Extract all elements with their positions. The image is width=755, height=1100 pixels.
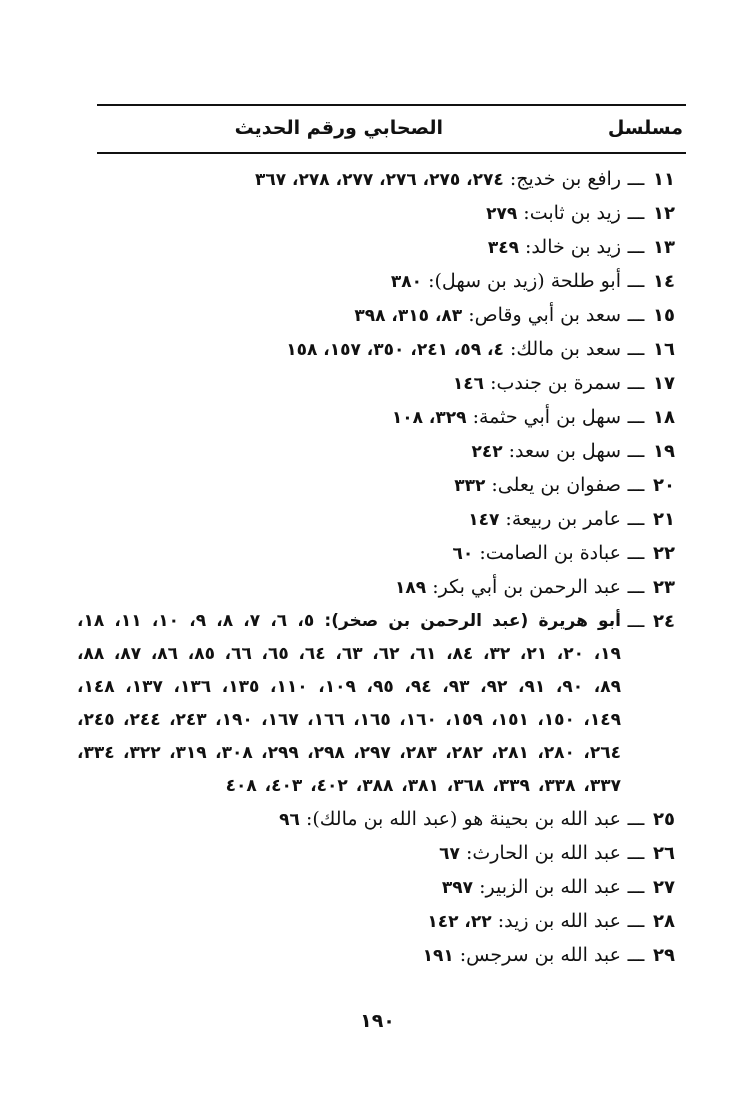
entry-dash: ـــ	[627, 542, 645, 564]
entry-body	[77, 299, 621, 333]
hadith-numbers: ٩٦	[279, 810, 300, 830]
companion-name: عامر بن ربيعة:	[505, 508, 621, 530]
entry-number: ٢٢	[653, 543, 675, 564]
entry-body	[77, 939, 621, 973]
entry-dash: ـــ	[627, 876, 645, 898]
entry-number: ٢٨	[653, 911, 675, 932]
header-top-rule	[97, 104, 686, 106]
companion-name: أبو طلحة (زيد بن سهل):	[428, 270, 621, 292]
entry-number: ١٩	[653, 441, 675, 462]
companion-name: سعد بن أبي وقاص:	[468, 304, 621, 326]
entry-dash: ـــ	[627, 808, 645, 830]
entry-number: ١٧	[653, 373, 675, 394]
list-item	[77, 367, 677, 401]
header-bottom-rule	[97, 152, 686, 154]
companion-name: سهل بن سعد:	[508, 440, 621, 462]
hadith-numbers: ١٨٩	[395, 578, 427, 598]
entry-number: ١٢	[653, 203, 675, 224]
hadith-numbers: ٤، ٥٩، ٢٤١، ٣٥٠، ١٥٧، ١٥٨	[286, 340, 504, 360]
entry-number: ٢١	[653, 509, 675, 530]
list-item	[77, 939, 677, 973]
hadith-numbers: ٥، ٦، ٧، ٨، ٩، ١٠، ١١، ١٨، ١٩، ٢٠، ٢١، ٣٢، ٨٤، ٦١، ٦٢، ٦٣، ٦٤، ٦٥، ٦٦، ٨٥، ٨٦، ٨٧، ٨٨، ٨٩، ٩٠، ٩١، ٩٢، ٩٣، ٩٤، ٩٥، ١٠٩، ١١٠، ١٣٥، ١٣٦، ١٣٧، ١٤٨، ١٤٩، ١٥٠، ١٥١، ١٥٩، ١٦٠، ١٦٥، ١٦٦، ١٦٧، ١٩٠، ٢٤٣، ٢٤٤، ٢٤٥، ٢٦٤، ٢٨٠، ٢٨١، ٢٨٢، ٢٨٣، ٢٩٧، ٢٩٨، ٢٩٩، ٣٠٨، ٣١٩، ٣٢٢، ٣٣٤، ٣٣٧، ٣٣٨، ٣٣٩، ٣٦٨، ٣٨١، ٣٨٨، ٤٠٢، ٤٠٣، ٤٠٨	[77, 611, 621, 796]
list-item	[77, 803, 677, 837]
entry-dash: ـــ	[627, 474, 645, 496]
list-item	[77, 265, 677, 299]
hadith-numbers: ٣٨٠	[390, 272, 423, 292]
entry-body	[77, 435, 621, 469]
entry-number: ١٦	[653, 339, 675, 360]
list-item	[77, 231, 677, 265]
entry-number: ٢٥	[653, 809, 675, 830]
entry-body	[77, 537, 621, 571]
page-number: ١٩٠	[360, 1010, 395, 1032]
list-item	[77, 469, 677, 503]
entry-body	[77, 401, 621, 435]
entry-dash: ـــ	[627, 270, 645, 292]
entry-number: ٢٩	[653, 945, 675, 966]
entry-body	[77, 197, 621, 231]
entry-body	[77, 231, 621, 265]
companion-name: سعد بن مالك:	[509, 338, 621, 360]
entry-dash: ـــ	[627, 842, 645, 864]
companion-name: صفوان بن يعلى:	[491, 474, 621, 496]
hadith-numbers: ٣٤٩	[487, 238, 519, 258]
entry-body	[77, 571, 621, 605]
entry-number: ٢٦	[653, 843, 675, 864]
companions-index-list	[77, 163, 677, 973]
hadith-numbers: ١٩١	[422, 946, 454, 966]
companion-name: زيد بن خالد:	[525, 236, 621, 258]
hadith-numbers: ٢٤٢	[471, 442, 503, 462]
entry-dash: ـــ	[627, 406, 645, 428]
entry-number: ١٤	[653, 271, 675, 292]
entry-body	[77, 163, 621, 197]
entry-dash: ـــ	[627, 508, 645, 530]
entry-dash: ـــ	[627, 372, 645, 394]
hadith-numbers: ٣٢٩، ١٠٨	[391, 408, 467, 428]
header-title: الصحابي ورقم الحديث	[234, 117, 443, 139]
list-item	[77, 435, 677, 469]
entry-number: ٢٣	[653, 577, 675, 598]
entry-body	[77, 469, 621, 503]
entry-number: ١١	[653, 169, 675, 190]
list-item	[77, 537, 677, 571]
header-serial-label: مسلسل	[607, 117, 683, 139]
list-item	[77, 871, 677, 905]
hadith-numbers: ٣٣٢	[454, 476, 486, 496]
entry-number: ٢٤	[653, 611, 675, 632]
companion-name: عبد الله بن سرجس:	[459, 944, 621, 966]
list-item	[77, 163, 677, 197]
companion-name: رافع بن خديج:	[509, 168, 621, 190]
companion-name: أبو هريرة (عبد الرحمن بن صخر):	[324, 611, 621, 631]
entry-number: ١٣	[653, 237, 675, 258]
companion-name: عبد الله بن الحارث:	[465, 842, 621, 864]
entry-body	[77, 265, 621, 299]
entry-body	[77, 367, 621, 401]
entry-dash: ـــ	[627, 440, 645, 462]
entry-body	[77, 605, 621, 803]
hadith-numbers: ١٤٧	[468, 510, 500, 530]
entry-dash: ـــ	[627, 610, 645, 632]
entry-body	[77, 803, 621, 837]
entry-dash: ـــ	[627, 168, 645, 190]
companion-name: عبادة بن الصامت:	[479, 542, 621, 564]
list-item	[77, 905, 677, 939]
entry-dash: ـــ	[627, 304, 645, 326]
hadith-numbers: ٦٧	[439, 844, 460, 864]
hadith-numbers: ٣٩٧	[441, 878, 474, 898]
entry-dash: ـــ	[627, 338, 645, 360]
entry-dash: ـــ	[627, 910, 645, 932]
entry-dash: ـــ	[627, 576, 645, 598]
entry-body	[77, 837, 621, 871]
entry-body	[77, 503, 621, 537]
list-item	[77, 503, 677, 537]
companion-name: عبد الله بن زيد:	[497, 910, 621, 932]
hadith-numbers: ٨٣، ٣١٥، ٣٩٨	[354, 306, 463, 326]
companion-name: سهل بن أبي حثمة:	[472, 406, 621, 428]
entry-number: ١٥	[653, 305, 675, 326]
list-item	[77, 333, 677, 367]
entry-dash: ـــ	[627, 944, 645, 966]
entry-number: ١٨	[653, 407, 675, 428]
companion-name: عبد الله بن بحينة هو (عبد الله بن مالك):	[305, 808, 621, 830]
list-item	[77, 837, 677, 871]
companion-name: عبد الرحمن بن أبي بكر:	[432, 576, 621, 598]
hadith-numbers: ٢٢، ١٤٢	[427, 912, 492, 932]
hadith-numbers: ٢٧٩	[486, 204, 518, 224]
entry-body	[77, 333, 621, 367]
list-item	[77, 571, 677, 605]
companion-name: زيد بن ثابت:	[523, 202, 621, 224]
entry-body	[77, 905, 621, 939]
entry-dash: ـــ	[627, 236, 645, 258]
entry-dash: ـــ	[627, 202, 645, 224]
hadith-numbers: ٦٠	[452, 544, 474, 564]
hadith-numbers: ٢٧٤، ٢٧٥، ٢٧٦، ٢٧٧، ٢٧٨، ٣٦٧	[255, 170, 504, 190]
hadith-numbers: ١٤٦	[452, 374, 485, 394]
list-item	[77, 299, 677, 333]
entry-number: ٢٠	[653, 475, 675, 496]
companion-name: عبد الله بن الزبير:	[479, 876, 621, 898]
companion-name: سمرة بن جندب:	[490, 372, 621, 394]
list-item	[77, 401, 677, 435]
entry-body	[77, 871, 621, 905]
list-item	[77, 605, 677, 803]
entry-number: ٢٧	[653, 877, 675, 898]
list-item	[77, 197, 677, 231]
